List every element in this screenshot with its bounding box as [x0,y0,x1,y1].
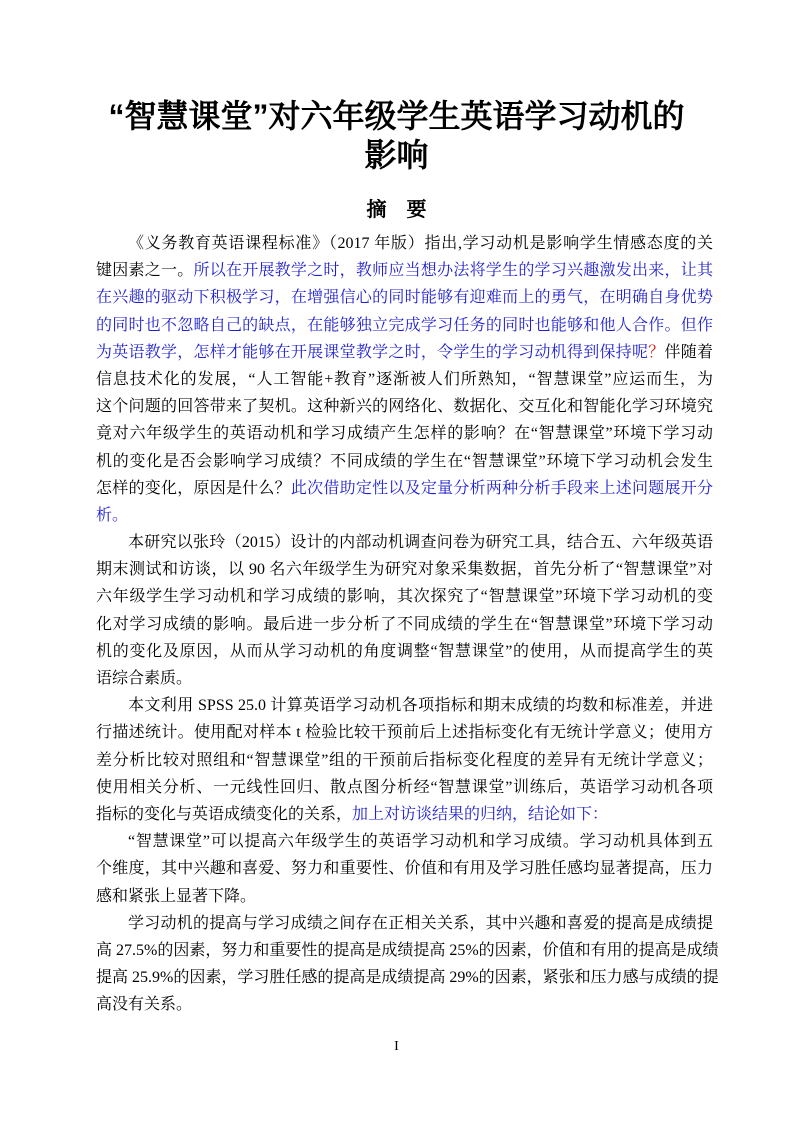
text-run: 机的变化是否会影响学习成绩？不同成绩的学生在“智慧课堂”环境下学习动机会发生 [96,452,713,470]
text-run: 键因素之一。 [96,262,194,280]
paragraph-line [96,529,713,556]
text-run: 本文利用 SPSS 25.0 计算英语学习动机各项指标和期末成绩的均数和标准差，并进 [128,697,713,715]
text-run: 本研究以张玲（2015）设计的内部动机调查问卷为研究工具，结合五、六年级英语 [128,534,713,552]
document-title-line-2: 影响 [364,137,429,173]
paragraph-line [96,801,713,828]
paragraph-line [96,312,713,339]
paragraph-line [96,448,713,475]
text-run: 机的变化及原因，从而从学习动机的角度调整“智慧课堂”的使用，从而提高学生的英 [96,642,713,660]
paragraph-line [96,611,713,638]
paragraph-line [96,502,713,529]
text-run: 伴随着 [664,343,713,361]
paragraph-line [96,393,713,420]
paragraph-line [96,719,713,746]
text-run: 信息技术化的发展，“人工智能+教育”逐渐被人们所熟知，“智慧课堂”应运而生，为 [96,370,713,388]
abstract-heading: 摘 要 [366,199,427,221]
abstract-paragraph [96,910,719,1019]
highlighted-text: 此次借助定性以及定量分析两种分析手段来上述问题展开分 [290,479,713,497]
text-run: 化对学习成绩的影响。最后进一步分析了不同成绩的学生在“智慧课堂”环境下学习动 [96,615,713,633]
highlighted-text: 在兴趣的驱动下积极学习，在增强信心的同时能够有迎难而上的勇气，在明确自身优势 [96,289,713,307]
highlighted-text: ？ [648,343,665,361]
paragraph-line [96,747,713,774]
paragraph-line [96,855,713,882]
paragraph-line [96,774,713,801]
paragraph-line [96,339,713,366]
paragraph-line [96,556,713,583]
text-run: 提高 25.9%的因素，学习胜任感的提高是成绩提高 29%的因素，紧张和压力感与成绩的提 [96,969,719,987]
paragraph-line [96,638,713,665]
paragraph-line [96,366,713,393]
paragraph-line [96,665,713,692]
text-run: “智慧课堂”可以提高六年级学生的英语学习动机和学习成绩。学习动机具体到五 [128,833,713,851]
abstract-paragraph [96,828,713,910]
text-run: 语综合素质。 [96,670,193,687]
text-run: 行描述统计。使用配对样本 t 检验比较干预前后上述指标变化有无统计学意义；使用方 [96,724,713,742]
abstract-paragraph [96,230,713,529]
highlighted-text: 的同时也不忽略自己的缺点，在能够独立完成学习任务的同时也能够和他人合作。但作 [96,316,713,334]
text-run: 高没有关系。 [96,996,193,1014]
paragraph-line [96,964,719,991]
paragraph-line [96,692,713,719]
paragraph-line [96,828,713,855]
text-run: 高 27.5%的因素，努力和重要性的提高是成绩提高 25%的因素，价值和有用的提高是成绩 [96,941,719,959]
abstract-body [96,230,719,1018]
paragraph-line [96,284,713,311]
paragraph-line [96,583,713,610]
document-title [60,97,733,175]
text-run: 学习动机的提高与学习成绩之间存在正相关关系，其中兴趣和喜爱的提高是成绩提 [128,914,713,932]
text-run: 怎样的变化，原因是什么？ [96,479,291,497]
highlighted-text: 加上对访谈结果的归纳，结论如下： [352,805,609,823]
page-number: I [394,1039,399,1054]
document-title-line-1: “智慧课堂”对六年级学生英语学习动机的 [108,98,685,134]
highlighted-text: 析。 [96,506,129,524]
abstract-paragraph [96,692,713,828]
text-run: 《义务教育英语课程标准》（2017 年版）指出,学习动机是影响学生情感态度的关 [128,235,713,252]
text-run: 个维度，其中兴趣和喜爱、努力和重要性、价值和有用及学习胜任感均显著提高，压力 [96,860,713,878]
paragraph-line [96,937,719,964]
highlighted-text: 所以在开展教学之时，教师应当想办法将学生的学习兴趣激发出来，让其 [193,262,713,280]
paragraph-line [96,475,713,502]
paragraph-line [96,991,713,1018]
paragraph-line [96,230,713,257]
text-run: 竟对六年级学生的英语动机和学习成绩产生怎样的影响？在“智慧课堂”环境下学习动 [96,425,713,443]
paragraph-line [96,420,713,447]
text-run: 感和紧张上显著下降。 [96,887,257,905]
highlighted-text: 为英语教学，怎样才能够在开展课堂教学之时，令学生的学习动机得到保持呢 [96,343,649,361]
abstract-paragraph [96,529,713,692]
text-run: 期末测试和访谈，以 90 名六年级学生为研究对象采集数据，首先分析了“智慧课堂”对 [96,561,713,579]
text-run: 差分析比较对照组和“智慧课堂”组的干预前后指标变化程度的差异有无统计学意义； [96,751,713,769]
paragraph-line [96,910,713,937]
text-run: 六年级学生学习动机和学习成绩的影响，其次探究了“智慧课堂”环境下学习动机的变 [96,588,713,606]
text-run: 指标的变化与英语成绩变化的关系， [96,805,353,823]
text-run: 使用相关分析、一元线性回归、散点图分析经“智慧课堂”训练后，英语学习动机各项 [96,778,713,796]
text-run: 这个问题的回答带来了契机。这种新兴的网络化、数据化、交互化和智能化学习环境究 [96,398,713,416]
paragraph-line [96,257,713,284]
paragraph-line [96,883,713,910]
